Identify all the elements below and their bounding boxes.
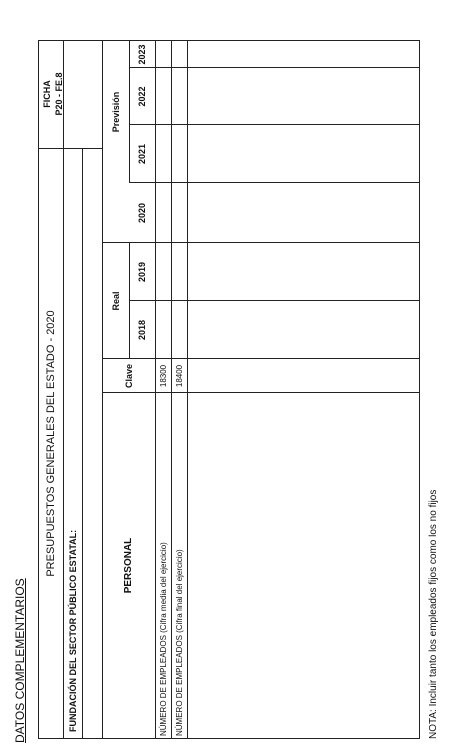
document-title: PRESUPUESTOS GENERALES DEL ESTADO - 2020 [45,310,57,577]
year-2022-header: 2022 [137,86,147,107]
year-2019-header: 2019 [137,261,147,283]
prevision-header: Previsión [110,91,121,133]
clave-header: Clave [123,363,134,389]
row-clave: 18300 [158,364,168,388]
row-label: NÚMERO DE EMPLEADOS (Cifra media del ejercicio) [158,542,168,736]
footnote: NOTA: Incluir tanto los empleados fijos como los no fijos [428,489,439,739]
ficha-label: FICHA [42,80,52,108]
year-2023-header: 2023 [137,44,147,65]
section-heading: DATOS COMPLEMENTARIOS [13,578,27,743]
real-header: Real [110,291,121,311]
ficha-code: P20 - FE.8 [54,72,64,116]
row-clave: 18400 [174,364,184,388]
data-table [38,40,420,739]
row-label: NÚMERO DE EMPLEADOS (Cifra final del ejercicio) [174,549,184,736]
entity-label: FUNDACIÓN DEL SECTOR PÚBLICO ESTATAL: [67,529,78,732]
year-2020-header: 2020 [137,202,147,224]
year-2018-header: 2018 [137,319,147,341]
year-2021-header: 2021 [137,143,147,165]
personal-header: PERSONAL [123,537,134,594]
